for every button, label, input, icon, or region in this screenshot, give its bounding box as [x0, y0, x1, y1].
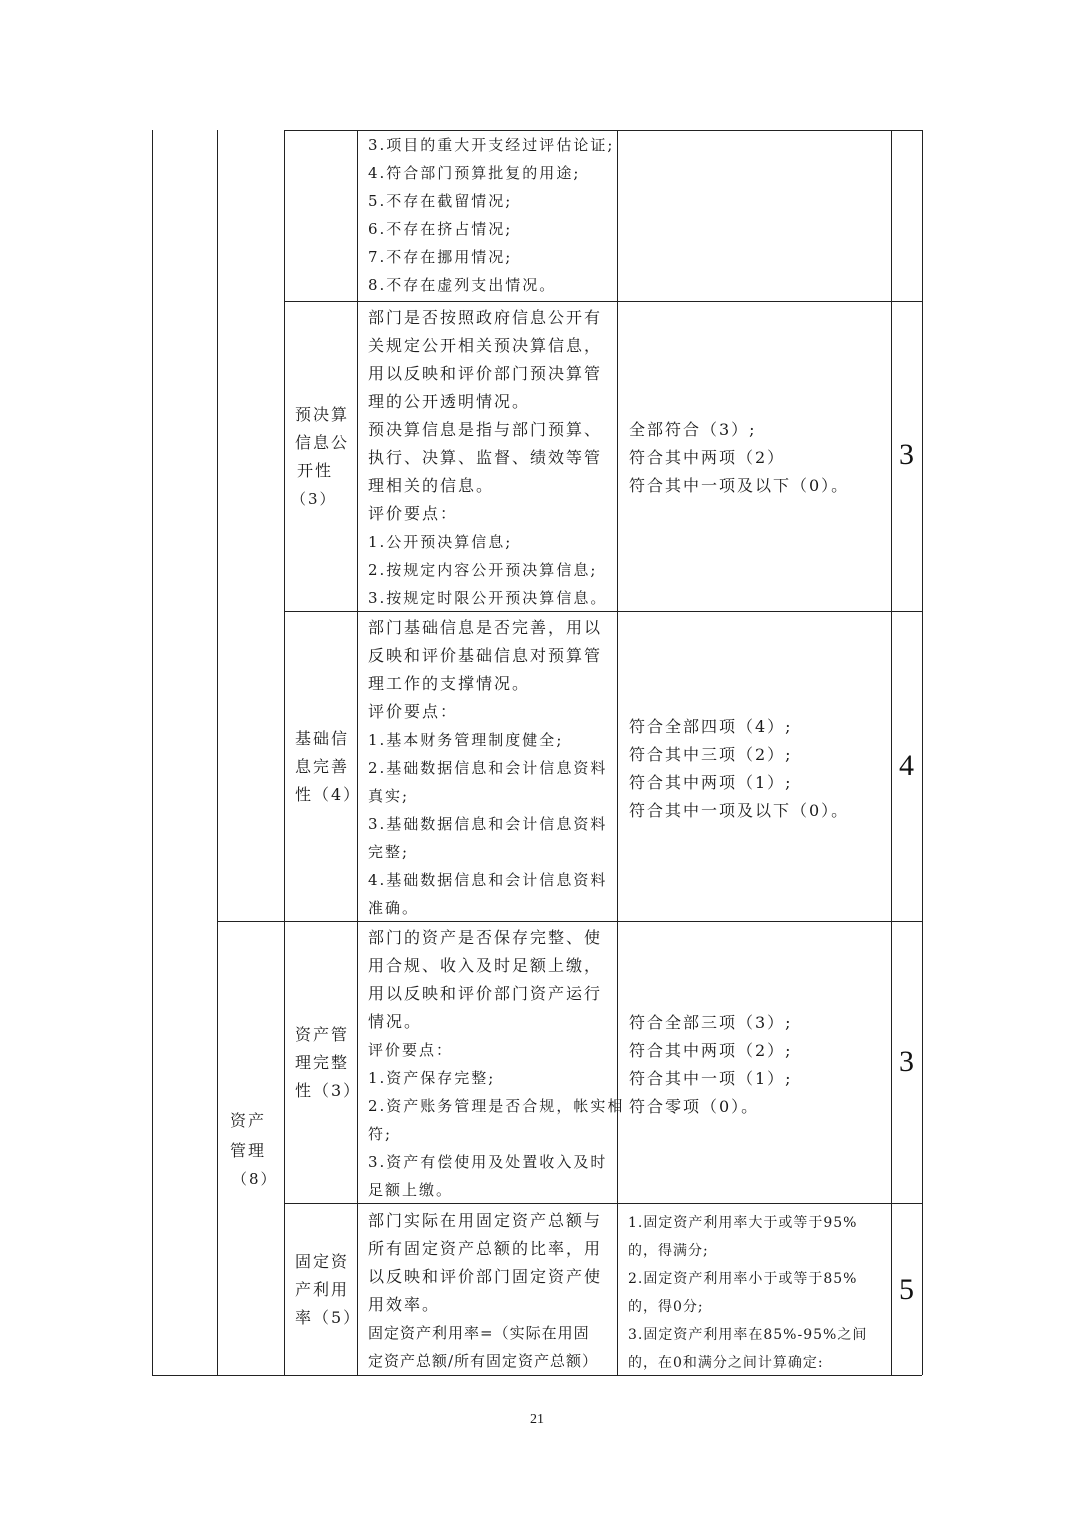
scoring-line: 符合其中两项（1）; — [629, 773, 793, 792]
metric-line: 资产管 — [295, 1025, 350, 1044]
text-line: 足额上缴。 — [368, 1181, 454, 1199]
score-value: 5 — [899, 1273, 914, 1306]
score-value: 3 — [899, 438, 914, 471]
scoring-line: 符合其中一项及以下（0）。 — [629, 476, 850, 495]
scoring-line: 符合其中三项（2）; — [629, 745, 793, 764]
text-line: 部门基础信息是否完善，用以 — [368, 618, 603, 637]
text-line: 理工作的支撑情况。 — [368, 674, 531, 693]
page-number: 21 — [530, 1412, 544, 1427]
text-line: 8.不存在虚列支出情况。 — [368, 276, 557, 294]
text-line: 关规定公开相关预决算信息， — [368, 336, 603, 355]
text-line: 2.资产账务管理是否合规，帐实相 — [368, 1097, 625, 1115]
scoring-line: 符合其中两项（2） — [629, 448, 786, 467]
metric-line: 开性 — [297, 461, 334, 480]
text-line: 反映和评价基础信息对预算管 — [368, 646, 603, 665]
text-line: 3.按规定时限公开预决算信息。 — [368, 589, 608, 607]
text-line: 4.符合部门预算批复的用途; — [368, 164, 581, 182]
text-line: 预决算信息是指与部门预算、 — [368, 420, 603, 439]
group-line: 资产 — [230, 1111, 267, 1130]
border-bottom — [152, 1375, 922, 1376]
metric-line: 预决算 — [295, 405, 350, 424]
text-line: 2.基础数据信息和会计信息资料 — [368, 759, 608, 777]
text-line: 准确。 — [368, 899, 420, 917]
divider-col5 — [891, 130, 892, 1375]
metric-line: 息完善 — [295, 757, 350, 776]
row-divider-2 — [284, 611, 922, 612]
divider-col1 — [217, 130, 218, 1375]
text-line: 评价要点： — [368, 1041, 454, 1059]
text-line: 部门实际在用固定资产总额与 — [368, 1211, 603, 1230]
border-top-partial — [284, 130, 922, 131]
text-line: 理的公开透明情况。 — [368, 392, 531, 411]
scoring-line: 符合零项（0）。 — [629, 1097, 760, 1116]
group-line: （8） — [232, 1170, 278, 1188]
text-line: 固定资产利用率=（实际在用固 — [368, 1324, 590, 1342]
text-line: 用合规、收入及时足额上缴， — [368, 956, 603, 975]
text-line: 用效率。 — [368, 1295, 441, 1314]
text-line: 3.资产有偿使用及处置收入及时 — [368, 1153, 608, 1171]
scoring-line: 的，得满分; — [628, 1243, 709, 1259]
metric-line: （3） — [291, 490, 337, 508]
border-right — [922, 130, 923, 1375]
row-divider-1 — [284, 301, 922, 302]
text-line: 6.不存在挤占情况; — [368, 220, 513, 238]
text-line: 4.基础数据信息和会计信息资料 — [368, 871, 608, 889]
metric-line: 率（5） — [295, 1308, 362, 1327]
text-line: 理相关的信息。 — [368, 476, 495, 495]
text-line: 1.基本财务管理制度健全; — [368, 731, 564, 749]
text-line: 真实; — [368, 787, 410, 805]
metric-line: 固定资 — [295, 1252, 350, 1271]
text-line: 所有固定资产总额的比率，用 — [368, 1239, 603, 1258]
text-line: 3.基础数据信息和会计信息资料 — [368, 815, 608, 833]
text-line: 2.按规定内容公开预决算信息; — [368, 561, 598, 579]
scoring-line: 2.固定资产利用率小于或等于85% — [628, 1271, 858, 1287]
text-line: 完整; — [368, 843, 410, 861]
text-line: 符; — [368, 1125, 393, 1143]
group-line: 管理 — [230, 1141, 267, 1160]
scoring-line: 的，得0分; — [628, 1299, 704, 1315]
divider-col3 — [357, 130, 358, 1375]
border-left — [152, 130, 153, 1375]
metric-line: 理完整 — [295, 1053, 350, 1072]
text-line: 5.不存在截留情况; — [368, 192, 513, 210]
scoring-line: 符合其中一项（1）; — [629, 1069, 793, 1088]
metric-line: 基础信 — [295, 729, 350, 748]
text-line: 部门是否按照政府信息公开有 — [368, 308, 603, 327]
divider-col2 — [284, 130, 285, 1375]
metric-line: 性（4） — [295, 785, 362, 804]
text-line: 3.项目的重大开支经过评估论证; — [368, 136, 615, 154]
scoring-line: 1.固定资产利用率大于或等于95% — [628, 1215, 858, 1231]
text-line: 评价要点： — [368, 702, 459, 721]
text-line: 用以反映和评价部门预决算管 — [368, 364, 603, 383]
text-line: 1.公开预决算信息; — [368, 533, 513, 551]
scoring-line: 符合其中两项（2）; — [629, 1041, 793, 1060]
row-divider-3 — [217, 921, 922, 922]
metric-line: 信息公 — [295, 433, 350, 452]
text-line: 执行、决算、监督、绩效等管 — [368, 448, 603, 467]
text-line: 以反映和评价部门固定资产使 — [368, 1267, 603, 1286]
text-line: 1.资产保存完整; — [368, 1069, 496, 1087]
score-value: 3 — [899, 1045, 914, 1078]
scoring-line: 全部符合（3）; — [629, 420, 757, 439]
scoring-line: 3.固定资产利用率在85%-95%之间 — [628, 1327, 868, 1343]
text-line: 定资产总额/所有固定资产总额） — [368, 1352, 599, 1370]
text-line: 评价要点： — [368, 504, 459, 523]
scoring-line: 符合全部三项（3）; — [629, 1013, 793, 1032]
scoring-line: 符合全部四项（4）; — [629, 717, 793, 736]
metric-line: 性（3） — [295, 1081, 362, 1100]
row-divider-4 — [284, 1203, 922, 1204]
metric-line: 产利用 — [295, 1280, 350, 1299]
text-line: 情况。 — [368, 1012, 423, 1031]
scoring-line: 符合其中一项及以下（0）。 — [629, 801, 850, 820]
text-line: 用以反映和评价部门资产运行 — [368, 984, 603, 1003]
score-value: 4 — [899, 749, 914, 782]
text-line: 7.不存在挪用情况; — [368, 248, 513, 266]
scoring-line: 的，在0和满分之间计算确定: — [628, 1355, 824, 1371]
text-line: 部门的资产是否保存完整、使 — [368, 928, 603, 947]
divider-col4 — [617, 130, 618, 1375]
